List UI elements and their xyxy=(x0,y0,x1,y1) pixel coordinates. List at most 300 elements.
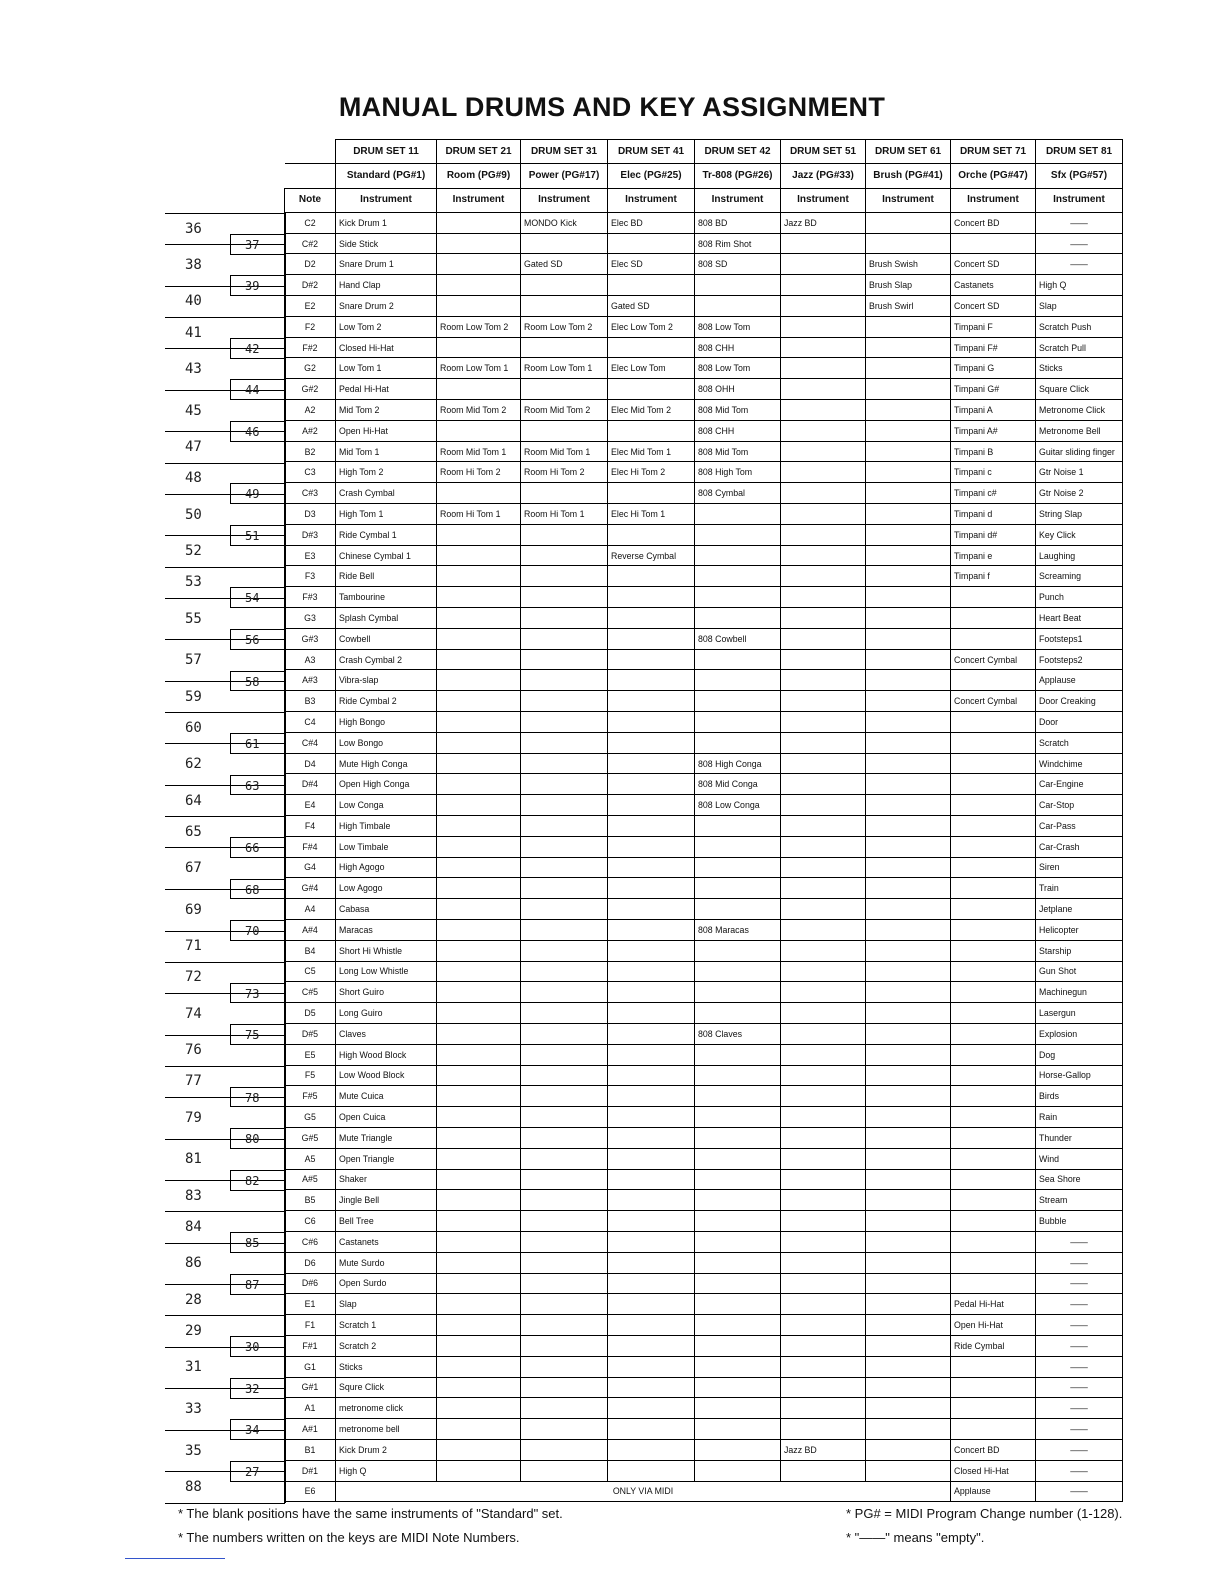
table-row xyxy=(285,1127,1123,1148)
instrument-cell xyxy=(866,857,951,878)
note-cell: B2 xyxy=(285,441,336,462)
instrument-cell xyxy=(866,816,951,837)
instrument-cell xyxy=(695,566,781,587)
instrument-cell xyxy=(866,712,951,733)
table-row xyxy=(285,587,1123,608)
instrument-cell xyxy=(521,1273,608,1294)
black-key: 37 xyxy=(230,234,285,255)
instrument-cell xyxy=(521,961,608,982)
note-cell: D#6 xyxy=(285,1273,336,1294)
instrument-cell xyxy=(951,774,1036,795)
instrument-cell xyxy=(781,337,866,358)
note-cell: A#1 xyxy=(285,1419,336,1440)
note-cell: G1 xyxy=(285,1356,336,1377)
white-key: 29 xyxy=(165,1315,285,1346)
instrument-cell xyxy=(695,296,781,317)
instrument-cell: High Q xyxy=(1036,275,1123,296)
instrument-cell: Kick Drum 1 xyxy=(336,212,437,233)
table-row xyxy=(285,1148,1123,1169)
instrument-cell: Elec Mid Tom 1 xyxy=(608,441,695,462)
instrument-cell xyxy=(866,483,951,504)
instrument-cell xyxy=(951,1169,1036,1190)
header-program: Room (PG#9) xyxy=(437,164,521,188)
instrument-cell: Open Triangle xyxy=(336,1148,437,1169)
instrument-cell xyxy=(781,296,866,317)
instrument-cell xyxy=(521,795,608,816)
instrument-cell xyxy=(608,899,695,920)
instrument-cell: Splash Cymbal xyxy=(336,608,437,629)
instrument-cell xyxy=(608,1231,695,1252)
instrument-cell: Low Wood Block xyxy=(336,1065,437,1086)
instrument-cell xyxy=(608,1023,695,1044)
white-key: 83 xyxy=(165,1180,285,1211)
instrument-cell xyxy=(695,982,781,1003)
instrument-cell xyxy=(866,1086,951,1107)
header-program: Sfx (PG#57) xyxy=(1036,164,1123,188)
instrument-cell: Sticks xyxy=(1036,358,1123,379)
instrument-cell: 808 SD xyxy=(695,254,781,275)
keyboard-keys xyxy=(165,213,285,1503)
instrument-cell: Gtr Noise 1 xyxy=(1036,462,1123,483)
instrument-cell: Low Tom 1 xyxy=(336,358,437,379)
instrument-cell xyxy=(437,753,521,774)
instrument-cell xyxy=(866,1065,951,1086)
instrument-cell xyxy=(695,1252,781,1273)
instrument-cell: Low Tom 2 xyxy=(336,316,437,337)
instrument-cell xyxy=(695,524,781,545)
instrument-cell: —— xyxy=(1036,1356,1123,1377)
white-key: 77 xyxy=(165,1066,285,1097)
instrument-cell xyxy=(781,670,866,691)
instrument-cell xyxy=(521,816,608,837)
instrument-cell: Scratch Push xyxy=(1036,316,1123,337)
instrument-cell xyxy=(781,649,866,670)
instrument-cell: —— xyxy=(1036,212,1123,233)
instrument-cell xyxy=(608,795,695,816)
instrument-cell xyxy=(695,1148,781,1169)
table-row xyxy=(285,1315,1123,1336)
black-key: 27 xyxy=(230,1461,285,1482)
instrument-cell xyxy=(437,296,521,317)
instrument-cell xyxy=(866,878,951,899)
instrument-cell xyxy=(608,1190,695,1211)
table-row xyxy=(285,400,1123,421)
instrument-cell xyxy=(951,919,1036,940)
instrument-cell: Room Low Tom 2 xyxy=(521,316,608,337)
white-key: 47 xyxy=(165,431,285,462)
instrument-cell: —— xyxy=(1036,1377,1123,1398)
instrument-cell xyxy=(695,732,781,753)
instrument-cell xyxy=(866,233,951,254)
white-key: 40 xyxy=(165,286,285,317)
note-cell: A#4 xyxy=(285,919,336,940)
note-cell: F#3 xyxy=(285,587,336,608)
table-row xyxy=(285,254,1123,275)
instrument-cell xyxy=(951,712,1036,733)
instrument-cell: High Bongo xyxy=(336,712,437,733)
instrument-cell: 808 CHH xyxy=(695,420,781,441)
instrument-cell xyxy=(608,1398,695,1419)
instrument-cell xyxy=(781,1398,866,1419)
instrument-cell xyxy=(608,1439,695,1460)
instrument-cell: —— xyxy=(1036,1398,1123,1419)
instrument-cell xyxy=(437,1044,521,1065)
instrument-cell: metronome bell xyxy=(336,1419,437,1440)
instrument-cell xyxy=(521,774,608,795)
instrument-cell: Mute High Conga xyxy=(336,753,437,774)
instrument-cell xyxy=(781,628,866,649)
instrument-cell: Room Hi Tom 1 xyxy=(521,504,608,525)
note-cell: D#2 xyxy=(285,275,336,296)
instrument-cell xyxy=(608,919,695,940)
header-row-labels xyxy=(285,188,1123,212)
note-cell: G#3 xyxy=(285,628,336,649)
note-cell: C#4 xyxy=(285,732,336,753)
instrument-cell xyxy=(608,483,695,504)
instrument-cell: Applause xyxy=(1036,670,1123,691)
instrument-cell xyxy=(521,337,608,358)
instrument-cell xyxy=(781,233,866,254)
white-key: 88 xyxy=(165,1471,285,1502)
instrument-cell xyxy=(781,1231,866,1252)
instrument-cell: Crash Cymbal 2 xyxy=(336,649,437,670)
instrument-cell: High Wood Block xyxy=(336,1044,437,1065)
instrument-cell: 808 High Tom xyxy=(695,462,781,483)
instrument-cell xyxy=(951,1398,1036,1419)
instrument-cell: Scratch 1 xyxy=(336,1315,437,1336)
table-row xyxy=(285,712,1123,733)
note-cell: F3 xyxy=(285,566,336,587)
instrument-cell xyxy=(695,1086,781,1107)
black-key: 34 xyxy=(230,1419,285,1440)
instrument-cell: Sticks xyxy=(336,1356,437,1377)
instrument-cell xyxy=(866,774,951,795)
instrument-cell xyxy=(781,1169,866,1190)
instrument-cell: —— xyxy=(1036,1481,1123,1502)
instrument-cell xyxy=(437,1086,521,1107)
instrument-cell xyxy=(608,1356,695,1377)
white-key: 67 xyxy=(165,847,285,889)
instrument-cell xyxy=(781,566,866,587)
white-key: 31 xyxy=(165,1347,285,1389)
note-cell: F#5 xyxy=(285,1086,336,1107)
black-key: 46 xyxy=(230,421,285,442)
table-row xyxy=(285,1273,1123,1294)
instrument-cell xyxy=(437,1148,521,1169)
footnote-blank-positions: * The blank positions have the same instruments of "Standard" set. xyxy=(178,1506,563,1521)
header-instrument: Instrument xyxy=(521,188,608,212)
instrument-cell xyxy=(781,1335,866,1356)
instrument-cell xyxy=(951,836,1036,857)
instrument-cell xyxy=(781,1356,866,1377)
instrument-cell xyxy=(608,1335,695,1356)
instrument-cell xyxy=(951,1127,1036,1148)
instrument-cell xyxy=(695,816,781,837)
instrument-cell xyxy=(437,1127,521,1148)
instrument-cell: Timpani F xyxy=(951,316,1036,337)
instrument-cell xyxy=(866,628,951,649)
instrument-cell: Elec Hi Tom 2 xyxy=(608,462,695,483)
note-cell: G4 xyxy=(285,857,336,878)
table-row xyxy=(285,836,1123,857)
instrument-cell xyxy=(521,1086,608,1107)
table-row xyxy=(285,1356,1123,1377)
table-row xyxy=(285,566,1123,587)
instrument-cell: 808 Maracas xyxy=(695,919,781,940)
header-row-programs xyxy=(285,164,1123,188)
instrument-cell xyxy=(951,1044,1036,1065)
instrument-cell xyxy=(781,753,866,774)
instrument-cell: High Agogo xyxy=(336,857,437,878)
note-cell: E5 xyxy=(285,1044,336,1065)
instrument-cell xyxy=(608,816,695,837)
note-cell: G#5 xyxy=(285,1127,336,1148)
instrument-cell: 808 Cymbal xyxy=(695,483,781,504)
instrument-cell: Long Low Whistle xyxy=(336,961,437,982)
table-row xyxy=(285,1419,1123,1440)
instrument-cell: Sea Shore xyxy=(1036,1169,1123,1190)
instrument-cell xyxy=(437,420,521,441)
instrument-cell xyxy=(608,1127,695,1148)
instrument-cell: Applause xyxy=(951,1481,1036,1502)
instrument-cell xyxy=(866,919,951,940)
black-key: 75 xyxy=(230,1024,285,1045)
instrument-cell xyxy=(866,608,951,629)
instrument-cell: —— xyxy=(1036,233,1123,254)
black-key: 85 xyxy=(230,1232,285,1253)
instrument-cell: Pedal Hi-Hat xyxy=(336,379,437,400)
instrument-cell: Timpani A xyxy=(951,400,1036,421)
table-row xyxy=(285,1294,1123,1315)
instrument-cell: —— xyxy=(1036,1294,1123,1315)
instrument-cell xyxy=(866,753,951,774)
white-key: 71 xyxy=(165,931,285,962)
instrument-cell xyxy=(951,670,1036,691)
instrument-cell: Car-Engine xyxy=(1036,774,1123,795)
instrument-cell: Thunder xyxy=(1036,1127,1123,1148)
instrument-cell xyxy=(608,940,695,961)
instrument-cell xyxy=(866,1127,951,1148)
instrument-cell: Mute Surdo xyxy=(336,1252,437,1273)
black-key: 87 xyxy=(230,1274,285,1295)
note-cell: B5 xyxy=(285,1190,336,1211)
instrument-cell xyxy=(866,982,951,1003)
instrument-cell xyxy=(521,1419,608,1440)
instrument-cell xyxy=(437,732,521,753)
instrument-cell xyxy=(608,753,695,774)
instrument-cell xyxy=(608,608,695,629)
instrument-cell xyxy=(695,1398,781,1419)
instrument-cell xyxy=(437,940,521,961)
instrument-cell xyxy=(781,420,866,441)
note-cell: D#5 xyxy=(285,1023,336,1044)
instrument-cell xyxy=(608,1065,695,1086)
instrument-cell xyxy=(521,379,608,400)
instrument-cell xyxy=(695,1169,781,1190)
instrument-cell xyxy=(608,587,695,608)
instrument-cell xyxy=(866,545,951,566)
instrument-cell xyxy=(781,254,866,275)
instrument-cell xyxy=(951,1273,1036,1294)
instrument-cell: Low Timbale xyxy=(336,836,437,857)
instrument-cell xyxy=(608,836,695,857)
instrument-cell: Open Surdo xyxy=(336,1273,437,1294)
instrument-cell: Room Low Tom 2 xyxy=(437,316,521,337)
page-title: MANUAL DRUMS AND KEY ASSIGNMENT xyxy=(338,92,886,122)
instrument-cell xyxy=(866,587,951,608)
instrument-cell: Open Cuica xyxy=(336,1107,437,1128)
white-key: 50 xyxy=(165,494,285,536)
instrument-cell xyxy=(695,670,781,691)
instrument-cell xyxy=(951,1148,1036,1169)
instrument-cell xyxy=(437,982,521,1003)
black-key: 44 xyxy=(230,379,285,400)
instrument-cell xyxy=(951,1211,1036,1232)
instrument-cell: Shaker xyxy=(336,1169,437,1190)
instrument-cell xyxy=(951,899,1036,920)
instrument-cell xyxy=(951,1419,1036,1440)
instrument-cell: Starship xyxy=(1036,940,1123,961)
instrument-cell xyxy=(866,524,951,545)
instrument-cell xyxy=(781,1044,866,1065)
instrument-cell: Bubble xyxy=(1036,1211,1123,1232)
instrument-cell: High Tom 1 xyxy=(336,504,437,525)
instrument-cell xyxy=(521,566,608,587)
note-cell: F1 xyxy=(285,1315,336,1336)
table-row xyxy=(285,1377,1123,1398)
black-key: 39 xyxy=(230,275,285,296)
white-key: 76 xyxy=(165,1035,285,1066)
instrument-cell: High Tom 2 xyxy=(336,462,437,483)
instrument-cell xyxy=(866,504,951,525)
white-key: 41 xyxy=(165,317,285,348)
instrument-cell: Snare Drum 1 xyxy=(336,254,437,275)
instrument-cell xyxy=(951,628,1036,649)
instrument-cell xyxy=(866,899,951,920)
instrument-cell: Open High Conga xyxy=(336,774,437,795)
instrument-cell xyxy=(866,1439,951,1460)
instrument-cell xyxy=(781,379,866,400)
white-key: 60 xyxy=(165,712,285,743)
note-cell: E4 xyxy=(285,795,336,816)
instrument-cell xyxy=(608,1169,695,1190)
instrument-cell: Low Bongo xyxy=(336,732,437,753)
table-row xyxy=(285,545,1123,566)
black-key: 82 xyxy=(230,1170,285,1191)
instrument-cell: Ride Cymbal 1 xyxy=(336,524,437,545)
instrument-cell xyxy=(608,628,695,649)
instrument-cell xyxy=(781,712,866,733)
instrument-cell: Slap xyxy=(336,1294,437,1315)
instrument-cell xyxy=(437,1169,521,1190)
note-cell: C6 xyxy=(285,1211,336,1232)
note-cell: G3 xyxy=(285,608,336,629)
instrument-cell xyxy=(521,1398,608,1419)
instrument-cell xyxy=(866,1169,951,1190)
instrument-cell xyxy=(437,836,521,857)
header-instrument: Instrument xyxy=(781,188,866,212)
table-row xyxy=(285,524,1123,545)
instrument-cell: —— xyxy=(1036,1315,1123,1336)
table-row xyxy=(285,940,1123,961)
white-key: 59 xyxy=(165,681,285,712)
instrument-cell xyxy=(437,1252,521,1273)
instrument-cell xyxy=(437,233,521,254)
instrument-cell xyxy=(608,857,695,878)
table-row xyxy=(285,795,1123,816)
instrument-cell xyxy=(608,275,695,296)
instrument-cell: Metronome Bell xyxy=(1036,420,1123,441)
instrument-cell: Siren xyxy=(1036,857,1123,878)
instrument-cell xyxy=(866,1356,951,1377)
instrument-cell xyxy=(437,483,521,504)
instrument-cell: Timpani e xyxy=(951,545,1036,566)
instrument-cell: Scratch 2 xyxy=(336,1335,437,1356)
instrument-cell xyxy=(781,545,866,566)
instrument-cell xyxy=(437,212,521,233)
instrument-cell xyxy=(695,649,781,670)
instrument-cell xyxy=(951,1107,1036,1128)
instrument-cell: Claves xyxy=(336,1023,437,1044)
instrument-cell: —— xyxy=(1036,1231,1123,1252)
instrument-cell xyxy=(866,649,951,670)
instrument-cell xyxy=(781,483,866,504)
instrument-cell: 808 BD xyxy=(695,212,781,233)
instrument-cell xyxy=(951,1023,1036,1044)
instrument-cell: Open Hi-Hat xyxy=(336,420,437,441)
black-key: 63 xyxy=(230,775,285,796)
instrument-cell: String Slap xyxy=(1036,504,1123,525)
table-row xyxy=(285,649,1123,670)
instrument-cell: Key Click xyxy=(1036,524,1123,545)
table-row xyxy=(285,899,1123,920)
instrument-cell: Concert BD xyxy=(951,1439,1036,1460)
header-program: Brush (PG#41) xyxy=(866,164,951,188)
table-row xyxy=(285,670,1123,691)
instrument-cell: Reverse Cymbal xyxy=(608,545,695,566)
instrument-cell: Room Low Tom 1 xyxy=(437,358,521,379)
note-cell: D5 xyxy=(285,1003,336,1024)
instrument-cell: Windchime xyxy=(1036,753,1123,774)
instrument-cell: Mid Tom 1 xyxy=(336,441,437,462)
instrument-cell xyxy=(521,628,608,649)
black-key: 30 xyxy=(230,1336,285,1357)
note-cell: G#1 xyxy=(285,1377,336,1398)
instrument-cell xyxy=(781,1065,866,1086)
table-row xyxy=(285,628,1123,649)
instrument-cell xyxy=(866,441,951,462)
instrument-cell xyxy=(781,1190,866,1211)
instrument-cell: Elec BD xyxy=(608,212,695,233)
note-cell: D4 xyxy=(285,753,336,774)
note-cell: F#1 xyxy=(285,1335,336,1356)
note-cell: C3 xyxy=(285,462,336,483)
instrument-cell xyxy=(437,1460,521,1481)
instrument-cell xyxy=(866,462,951,483)
instrument-cell xyxy=(781,1460,866,1481)
table-row xyxy=(285,1003,1123,1024)
instrument-cell: Lasergun xyxy=(1036,1003,1123,1024)
instrument-cell xyxy=(521,878,608,899)
instrument-cell xyxy=(608,1315,695,1336)
note-cell: C#5 xyxy=(285,982,336,1003)
instrument-cell xyxy=(437,524,521,545)
instrument-cell xyxy=(521,753,608,774)
table-row xyxy=(285,1460,1123,1481)
instrument-cell: Concert SD xyxy=(951,254,1036,275)
table-row xyxy=(285,816,1123,837)
instrument-cell xyxy=(521,836,608,857)
